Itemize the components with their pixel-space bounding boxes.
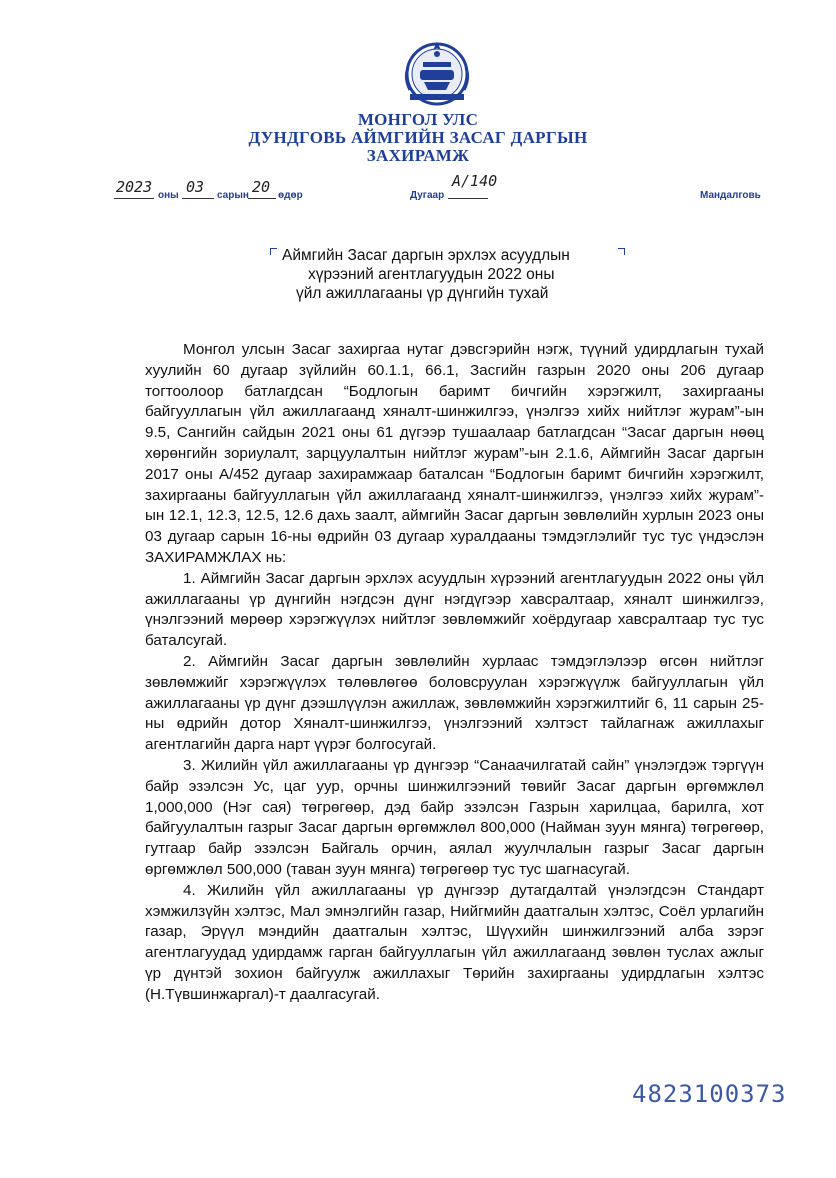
- date-day: 20: [252, 178, 271, 196]
- issuing-authority: ДУНДГОВЬ АЙМГИЙН ЗАСАГ ДАРГЫН: [248, 128, 588, 147]
- clause-2: 2. Аймгийн Засаг даргын зөвлөлийн хурлаас тэмдэглэлээр өгсөн нийтлэг зөвлөмжийг хэрэгжүүлэх төлөвлөгөө боловсруулан хэрэгжүүлж байгууллагын үйл ажиллагааны үр дүнг дээшлүүлэн ажиллаж, зөвлөмжийн хэрэгжилтийг 6, 11 сарын 25-ны өдрийн дотор Хяналт-шинжилгээ, үнэлгээний хэлтэст тайлагнаж ажиллахыг агентлагийн дарга нарт үүрэг болгосугай.: [145, 652, 764, 754]
- place-name: Мандалговь: [700, 190, 761, 201]
- title-bracket-left: [270, 248, 277, 255]
- year-label: оны: [158, 190, 179, 201]
- month-label: сарын: [217, 190, 249, 201]
- document-meta-line: [0, 172, 836, 208]
- document-number: А/140: [452, 172, 498, 190]
- registration-stamp-number: 4823100373: [632, 1080, 787, 1108]
- clause-1: 1. Аймгийн Засаг даргын эрхлэх асуудлын хүрээний агентлагуудын 2022 оны үйл ажиллагааны үр дүнгийн нэгдсэн дүнг нэгдүгээр хавсралтаар, хяналт шинжилгээ, үнэлгээний мөрөөр хэрэгжүүлэх нийтлэг зөвлөмжийг хоёрдугаар хавсралтаар тус тус баталсугай.: [145, 569, 764, 650]
- title-bracket-right: [618, 248, 625, 255]
- date-month: 03: [186, 178, 205, 196]
- number-label: Дугаар: [410, 190, 445, 201]
- preamble-paragraph: Монгол улсын Засаг захиргаа нутаг дэвсгэрийн нэгж, түүний удирдлагын тухай хуулийн 60 дугаар зүйлийн 60.1.1, 66.1, Засгийн газрын 2020 оны 206 дугаар тогтоолоор батлагдсан “Бодлогын баримт бичгийн хэрэгжилт, захиргааны байгууллагын үйл ажиллагаанд хяналт-шинжилгээ, үнэлгээ хийх нийтлэг журам”-ын 9.5, Сангийн сайдын 2021 оны 61 дүгээр тушаалаар батлагдсан “Засаг даргын нөөц хөрөнгийн зориулалт, зарцуулалтын нийтлэг журам”-ын 2.1.6, Аймгийн Засаг даргын 2017 оны А/452 дугаар захирамжаар баталсан “Бодлогын баримт бичгийн хэрэгжилт, захиргааны байгууллагын үйл ажиллагаанд хяналт-шинжилгээ, үнэлгээ хийх журам”-ын 12.1, 12.3, 12.5, 12.6 дахь заалт, аймгийн Засаг даргын зөвлөлийн хурлын 2023 оны 03 дугаар сарын 16-ны өдрийн 03 дугаар хуралдааны тэмдэглэлийг тус тус үндэслэн ЗАХИРАМЖЛАХ нь:: [145, 341, 764, 566]
- title-line-2: хүрээний агентлагуудын 2022 оны: [308, 266, 555, 283]
- title-line-3: үйл ажиллагааны үр дүнгийн тухай: [296, 285, 549, 302]
- date-year: 2023: [116, 178, 153, 196]
- country-name: МОНГОЛ УЛС: [357, 110, 479, 129]
- day-label: өдөр: [278, 190, 303, 201]
- order-body: [145, 340, 764, 1006]
- title-line-1: Аймгийн Засаг даргын эрхлэх асуудлын: [282, 247, 570, 264]
- state-emblem-icon: [396, 38, 478, 108]
- document-type: ЗАХИРАМЖ: [366, 146, 470, 165]
- clause-4: 4. Жилийн үйл ажиллагааны үр дүнгээр дутагдалтай үнэлэгдсэн Стандарт хэмжилзүйн хэлтэс, Мал эмнэлгийн газар, Нийгмийн даатгалын хэлтэс, Соёл урлагийн газар, Эрүүл мэндийн даатгалын хэлтэс, Шүүхийн шинжилгээний алба зэрэг агентлагуудад удирдамж гарган байгууллагын үйл ажиллагаанд зөвлөн туслах ажлыг үр дүнтэй зохион байгуулж ажиллахыг Төрийн захиргааны удирдлагын хэлтэс (Н.Түвшинжаргал)-т даалгасугай.: [145, 881, 764, 1003]
- clause-3: 3. Жилийн үйл ажиллагааны үр дүнгээр “Санаачилгатай сайн” үнэлэгдэж тэргүүн байр эзэлсэн Ус, цаг уур, орчны шинжилгээний төвийг Засаг даргын өргөмжлөл 1,000,000 (Нэг сая) төгрөгөөр, дэд байр эзэлсэн Газрын харилцаа, барилга, хот байгуулалтын газрыг Засаг даргын өргөмжлөл 800,000 (Найман зуун мянга) төгрөгөөр, гутгаар байр эзэлсэн Байгаль орчин, аялал жуулчлалын газрыг Засаг даргын өргөмжлөл 500,000 (таван зуун мянга) төгрөгөөр тус тус шагнасугай.: [145, 756, 764, 878]
